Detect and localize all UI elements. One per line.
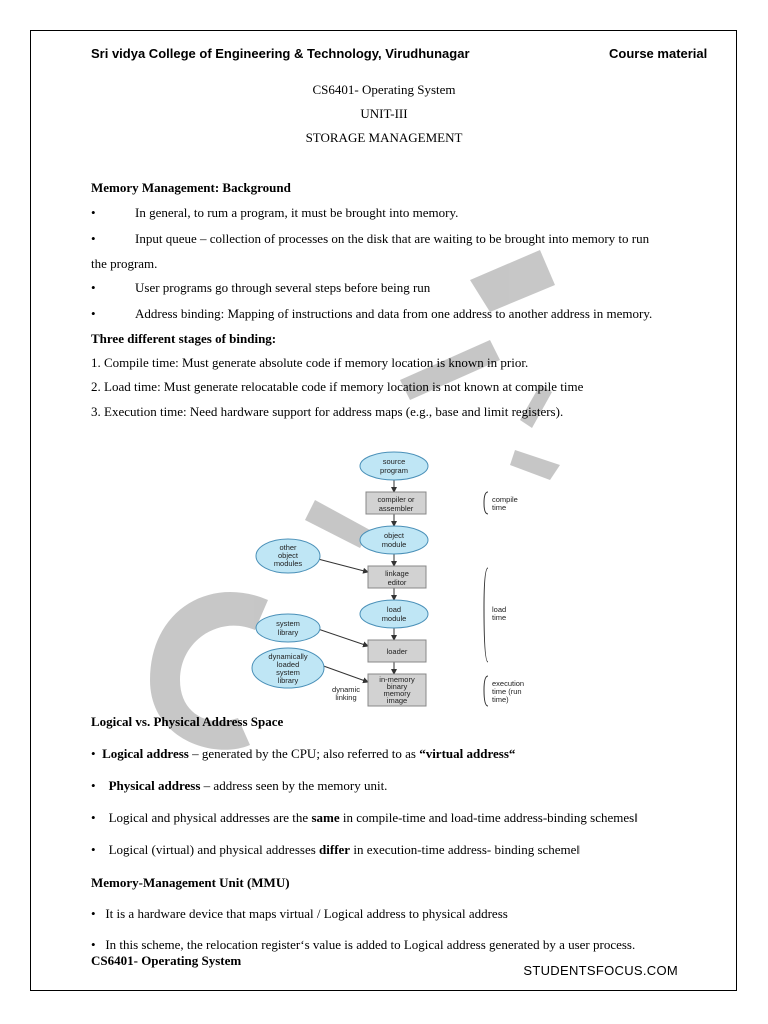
text: – generated by the CPU; also referred to as bbox=[192, 746, 416, 761]
bullet-glyph: • bbox=[91, 280, 96, 295]
term: same bbox=[311, 810, 340, 825]
bullet-text: Address binding: Mapping of instructions and data from one address to another address in memory. bbox=[135, 306, 653, 321]
text: – address seen by the memory unit. bbox=[203, 778, 388, 793]
svg-text:other: other bbox=[279, 543, 297, 552]
svg-text:module: module bbox=[381, 540, 407, 549]
svg-text:system: system bbox=[276, 668, 300, 677]
same-line: • Logical and physical addresses are the same in compile-time and load-time address-binding schemes‖ bbox=[91, 810, 638, 825]
text: in execution-time address- binding scheme‖ bbox=[353, 842, 581, 857]
section-heading: Memory-Management Unit (MMU) bbox=[91, 875, 290, 890]
svg-text:time: time bbox=[492, 503, 507, 512]
bullet-glyph: • bbox=[91, 205, 96, 220]
svg-text:time (run: time (run bbox=[492, 687, 522, 696]
text: Logical and physical addresses are the bbox=[108, 810, 309, 825]
physical-address-line: • Physical address – address seen by the memory unit. bbox=[91, 778, 388, 793]
svg-text:loader: loader bbox=[386, 647, 408, 656]
mmu-line: • It is a hardware device that maps virtual / Logical address to physical address bbox=[91, 906, 508, 921]
svg-text:system: system bbox=[276, 619, 300, 628]
svg-text:compiler or: compiler or bbox=[377, 495, 415, 504]
term: differ bbox=[319, 842, 351, 857]
list-item: 3. Execution time: Need hardware support for address maps (e.g., base and limit registers). bbox=[91, 404, 564, 419]
list-item: 2. Load time: Must generate relocatable code if memory location is not known at compile time bbox=[91, 379, 584, 394]
bullet-text: Input queue – collection of processes on the disk that are waiting to be brought into memory to run bbox=[135, 231, 650, 246]
unit-title: UNIT-III bbox=[360, 106, 408, 121]
svg-text:time: time bbox=[492, 613, 507, 622]
lbl: source bbox=[382, 457, 406, 466]
svg-text:assembler: assembler bbox=[378, 504, 414, 513]
svg-text:editor: editor bbox=[387, 578, 407, 587]
list-item: 1. Compile time: Must generate absolute code if memory location is known in prior. bbox=[91, 355, 529, 370]
text: In this scheme, the relocation register‘s value is added to Logical address generated by a user process. bbox=[105, 937, 636, 952]
bullet-text-cont: the program. bbox=[91, 256, 158, 271]
svg-text:object: object bbox=[277, 551, 299, 560]
bullet-glyph: • bbox=[91, 306, 96, 321]
binding-diagram bbox=[248, 448, 548, 713]
text: in compile-time and load-time address-binding schemes‖ bbox=[342, 810, 638, 825]
svg-text:linkage: linkage bbox=[385, 569, 409, 578]
svg-text:time): time) bbox=[492, 695, 509, 704]
svg-text:loaded: loaded bbox=[276, 660, 300, 669]
logical-address-line: • Logical address – generated by the CPU; also referred to as “virtual address“ bbox=[91, 746, 516, 761]
term: “virtual address“ bbox=[419, 746, 516, 761]
svg-text:execution: execution bbox=[492, 679, 525, 688]
svg-text:load: load bbox=[492, 605, 507, 614]
svg-text:program: program bbox=[380, 466, 408, 475]
svg-text:modules: modules bbox=[273, 559, 303, 568]
bullet-glyph: • bbox=[91, 231, 96, 246]
svg-text:image: image bbox=[386, 696, 408, 705]
section-heading: Logical vs. Physical Address Space bbox=[91, 714, 284, 729]
footer-course: CS6401- Operating System bbox=[91, 953, 242, 968]
text: Logical (virtual) and physical addresses bbox=[108, 842, 316, 857]
svg-text:library: library bbox=[277, 676, 299, 685]
svg-text:dynamically: dynamically bbox=[268, 652, 308, 661]
svg-text:binary: binary bbox=[386, 682, 408, 691]
differ-line: • Logical (virtual) and physical addresses differ in execution-time address- binding scheme‖ bbox=[91, 842, 581, 857]
footer-site: STUDENTSFOCUS.COM bbox=[523, 963, 678, 978]
mmu-line: • In this scheme, the relocation register‘s value is added to Logical address generated by a user process. bbox=[91, 937, 636, 952]
svg-text:module: module bbox=[381, 614, 407, 623]
college-name: Sri vidya College of Engineering & Technology, Virudhunagar bbox=[91, 46, 470, 61]
term: Physical address bbox=[108, 778, 201, 793]
svg-text:linking: linking bbox=[335, 693, 357, 702]
bullet-text: In general, to rum a program, it must be brought into memory. bbox=[135, 205, 459, 220]
bullet-text: User programs go through several steps before being run bbox=[135, 280, 431, 295]
svg-text:load: load bbox=[386, 605, 402, 614]
text: It is a hardware device that maps virtual / Logical address to physical address bbox=[105, 906, 508, 921]
topic-title: STORAGE MANAGEMENT bbox=[305, 130, 463, 145]
svg-text:memory: memory bbox=[383, 689, 411, 698]
section-heading: Three different stages of binding: bbox=[91, 331, 277, 346]
svg-text:dynamic: dynamic bbox=[332, 685, 360, 694]
svg-text:compile: compile bbox=[492, 495, 518, 504]
course-title: CS6401- Operating System bbox=[312, 82, 456, 97]
header-right: Course material bbox=[609, 46, 708, 61]
term: Logical address bbox=[102, 746, 189, 761]
svg-text:object: object bbox=[383, 531, 405, 540]
svg-text:library: library bbox=[277, 628, 299, 637]
svg-text:in-memory: in-memory bbox=[379, 675, 415, 684]
section-heading: Memory Management: Background bbox=[91, 180, 291, 195]
